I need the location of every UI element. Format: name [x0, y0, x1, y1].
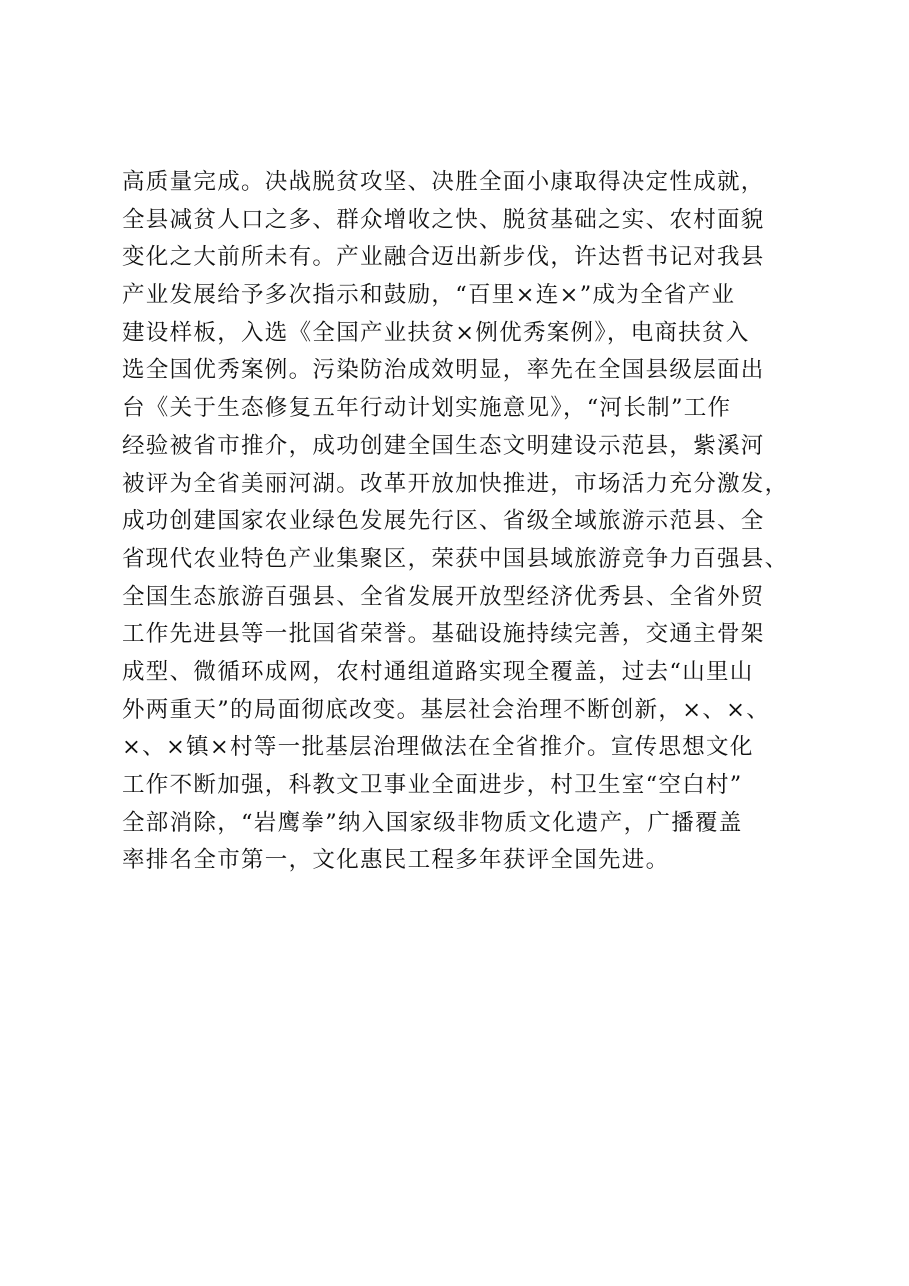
paragraph-line: 省现代农业特色产业集聚区，荣获中国县域旅游竞争力百强县、: [122, 545, 789, 572]
paragraph-line: 外两重天”的局面彻底改变。基层社会治理不断创新，×、×、: [122, 696, 771, 723]
paragraph-line: 工作不断加强，科教文卫事业全面进步，村卫生室“空白村”: [122, 772, 743, 798]
paragraph-line: 经验被省市推介，成功创建全国生态文明建设示范县，紫溪河: [122, 432, 765, 459]
paragraph-line: 台《关于生态修复五年行动计划实施意见》，“河长制”工作: [122, 395, 732, 422]
paragraph-line: 工作先进县等一批国省荣誉。基础设施持续完善，交通主骨架: [122, 621, 765, 648]
paragraph-line: 成功创建国家农业绿色发展先行区、省级全域旅游示范县、全: [122, 508, 765, 535]
paragraph-line: 被评为全省美丽河湖。改革开放加快推进，市场活力充分激发，: [122, 470, 789, 497]
paragraph-line: 全部消除，“岩鹰拳”纳入国家级非物质文化遗产，广播覆盖: [122, 809, 743, 836]
paragraph-line: 率排名全市第一，文化惠民工程多年获评全国先进。: [122, 847, 670, 874]
paragraph-line: 成型、微循环成网，农村通组道路实现全覆盖，过去“山里山: [122, 658, 754, 685]
paragraph-line: 变化之大前所未有。产业融合迈出新步伐，许达哲书记对我县: [122, 244, 765, 271]
paragraph-line: 高质量完成。决战脱贫攻坚、决胜全面小康取得决定性成就，: [122, 169, 765, 195]
paragraph-line: 产业发展给予多次指示和鼓励，“百里×连×”成为全省产业: [122, 282, 736, 309]
paragraph-line: 建设样板，入选《全国产业扶贫×例优秀案例》，电商扶贫入: [122, 319, 750, 346]
paragraph-line: 选全国优秀案例。污染防治成效明显，率先在全国县级层面出: [122, 357, 765, 384]
paragraph-line: 全县减贫人口之多、群众增收之快、脱贫基础之实、农村面貌: [122, 206, 765, 233]
paragraph-line: ×、×镇×村等一批基层治理做法在全省推介。宣传思想文化: [122, 734, 754, 761]
paragraph-line: 全国生态旅游百强县、全省发展开放型经济优秀县、全省外贸: [122, 583, 765, 610]
body-paragraph: [122, 164, 842, 880]
